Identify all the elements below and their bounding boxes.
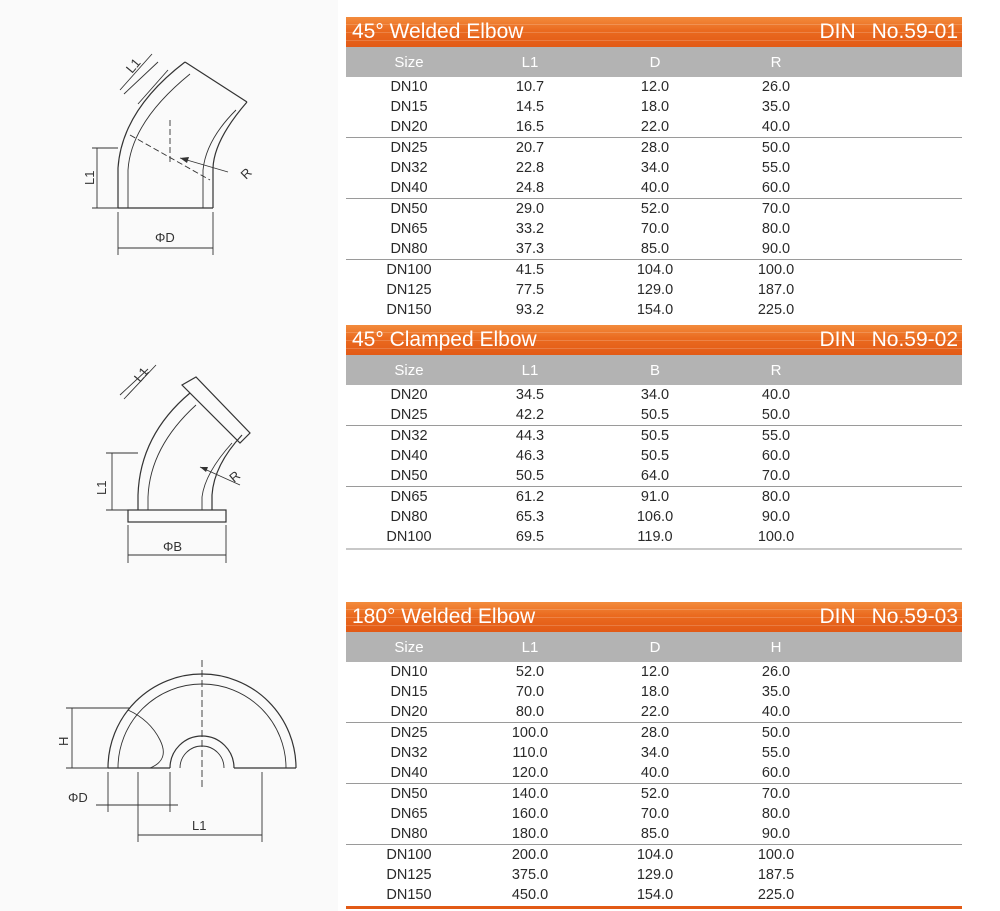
size-cell: DN125 xyxy=(386,282,432,298)
size-cell: DN15 xyxy=(390,684,428,700)
size-cell: DN25 xyxy=(390,725,428,741)
value-cell: 12.0 xyxy=(640,79,670,95)
label-r: R xyxy=(237,164,255,183)
value-cell: 28.0 xyxy=(640,140,670,156)
value-cell: 93.2 xyxy=(515,302,545,318)
column-header: Size xyxy=(394,639,424,656)
table-row xyxy=(346,280,962,300)
size-cell: DN20 xyxy=(390,704,428,720)
row-group xyxy=(346,138,962,199)
value-cell: 52.0 xyxy=(640,786,670,802)
column-header: Size xyxy=(394,362,424,379)
label-l1-side: L1 xyxy=(94,480,109,495)
label-l1-top: L1 xyxy=(122,55,144,76)
value-cell: 42.2 xyxy=(515,407,545,423)
size-cell: DN80 xyxy=(390,826,428,842)
table-row xyxy=(346,426,962,446)
value-cell: 50.5 xyxy=(515,468,545,484)
section-title-bar xyxy=(346,325,962,355)
size-cell: DN65 xyxy=(390,806,428,822)
value-cell: 52.0 xyxy=(515,664,545,680)
size-cell: DN25 xyxy=(390,140,428,156)
value-cell: 80.0 xyxy=(761,489,791,505)
table-row xyxy=(346,97,962,117)
section-45-clamped-elbow xyxy=(346,325,962,547)
table-row xyxy=(346,682,962,702)
label-h: H xyxy=(56,736,71,746)
footer-rule xyxy=(346,906,962,909)
value-cell: 18.0 xyxy=(640,99,670,115)
value-cell: 40.0 xyxy=(761,704,791,720)
label-l1-top: L1 xyxy=(130,364,152,385)
value-cell: 154.0 xyxy=(636,302,674,318)
value-cell: 375.0 xyxy=(511,867,549,883)
value-cell: 35.0 xyxy=(761,684,791,700)
label-l1-side: L1 xyxy=(82,170,97,185)
table-row xyxy=(346,466,962,486)
table-body xyxy=(346,662,962,905)
table-row xyxy=(346,865,962,885)
value-cell: 18.0 xyxy=(640,684,670,700)
value-cell: 110.0 xyxy=(512,745,548,761)
column-header: D xyxy=(649,639,661,656)
value-cell: 100.0 xyxy=(757,847,795,863)
table-row xyxy=(346,385,962,405)
drawing-45-welded-elbow xyxy=(0,40,338,280)
size-cell: DN100 xyxy=(386,847,432,863)
table-header xyxy=(346,632,962,662)
column-header: L1 xyxy=(521,362,539,379)
size-cell: DN80 xyxy=(390,241,428,257)
value-cell: 34.0 xyxy=(640,160,670,176)
row-group xyxy=(346,77,962,138)
value-cell: 104.0 xyxy=(636,847,674,863)
value-cell: 200.0 xyxy=(511,847,549,863)
table-row xyxy=(346,662,962,682)
value-cell: 70.0 xyxy=(640,221,670,237)
table-row xyxy=(346,300,962,320)
size-cell: DN40 xyxy=(390,180,428,196)
value-cell: 100.0 xyxy=(757,529,795,545)
value-cell: 34.0 xyxy=(640,387,670,403)
table-row xyxy=(346,77,962,97)
row-group xyxy=(346,260,962,320)
catalog-number: No.59-02 xyxy=(871,328,958,351)
size-cell: DN150 xyxy=(386,887,432,903)
value-cell: 104.0 xyxy=(636,262,674,278)
value-cell: 187.0 xyxy=(757,282,795,298)
value-cell: 50.0 xyxy=(761,407,791,423)
value-cell: 40.0 xyxy=(761,387,791,403)
size-cell: DN32 xyxy=(390,745,428,761)
value-cell: 120.0 xyxy=(511,765,549,781)
value-cell: 70.0 xyxy=(761,468,791,484)
value-cell: 80.0 xyxy=(761,221,791,237)
value-cell: 35.0 xyxy=(761,99,791,115)
standard-label: DIN xyxy=(819,20,856,43)
size-cell: DN125 xyxy=(386,867,432,883)
size-cell: DN150 xyxy=(386,302,432,318)
size-cell: DN100 xyxy=(386,529,432,545)
table-row xyxy=(346,178,962,198)
value-cell: 70.0 xyxy=(640,806,670,822)
table-row xyxy=(346,219,962,239)
value-cell: 40.0 xyxy=(640,180,670,196)
value-cell: 60.0 xyxy=(761,448,791,464)
value-cell: 16.5 xyxy=(515,119,545,135)
size-cell: DN10 xyxy=(390,664,428,680)
row-group xyxy=(346,199,962,260)
value-cell: 50.5 xyxy=(640,407,670,423)
table-row xyxy=(346,885,962,905)
value-cell: 154.0 xyxy=(636,887,674,903)
value-cell: 119.0 xyxy=(637,529,673,545)
table-header xyxy=(346,47,962,77)
value-cell: 225.0 xyxy=(757,302,795,318)
catalog-number: No.59-01 xyxy=(871,20,958,43)
row-group xyxy=(346,426,962,487)
table-row xyxy=(346,158,962,178)
value-cell: 80.0 xyxy=(515,704,545,720)
size-cell: DN40 xyxy=(390,765,428,781)
table-row xyxy=(346,763,962,783)
column-header: B xyxy=(649,362,660,379)
table-row xyxy=(346,804,962,824)
value-cell: 20.7 xyxy=(515,140,545,156)
value-cell: 85.0 xyxy=(640,241,670,257)
value-cell: 22.8 xyxy=(515,160,545,176)
standard-label: DIN xyxy=(819,328,856,351)
value-cell: 80.0 xyxy=(761,806,791,822)
size-cell: DN25 xyxy=(390,407,428,423)
catalog-number: No.59-03 xyxy=(871,605,958,628)
value-cell: 70.0 xyxy=(515,684,545,700)
table-row xyxy=(346,199,962,219)
value-cell: 37.3 xyxy=(515,241,545,257)
table-row xyxy=(346,824,962,844)
table-row xyxy=(346,239,962,259)
value-cell: 70.0 xyxy=(761,201,791,217)
value-cell: 34.5 xyxy=(515,387,545,403)
row-group xyxy=(346,845,962,905)
drawing-180-welded-elbow xyxy=(0,650,338,850)
size-cell: DN65 xyxy=(390,489,428,505)
value-cell: 28.0 xyxy=(640,725,670,741)
table-row xyxy=(346,487,962,507)
value-cell: 52.0 xyxy=(640,201,670,217)
value-cell: 26.0 xyxy=(761,664,791,680)
value-cell: 29.0 xyxy=(515,201,545,217)
value-cell: 50.5 xyxy=(640,448,670,464)
value-cell: 55.0 xyxy=(761,428,791,444)
column-header: Size xyxy=(394,54,424,71)
label-phi-d: ΦD xyxy=(155,230,175,245)
value-cell: 12.0 xyxy=(640,664,670,680)
section-title: 180° Welded Elbow xyxy=(352,605,536,628)
row-group xyxy=(346,784,962,845)
table-row xyxy=(346,743,962,763)
value-cell: 40.0 xyxy=(640,765,670,781)
value-cell: 14.5 xyxy=(515,99,545,115)
value-cell: 22.0 xyxy=(640,704,670,720)
drawing-45-clamped-elbow xyxy=(0,355,338,575)
value-cell: 50.0 xyxy=(761,140,791,156)
value-cell: 70.0 xyxy=(761,786,791,802)
value-cell: 65.3 xyxy=(515,509,545,525)
value-cell: 90.0 xyxy=(761,241,791,257)
value-cell: 55.0 xyxy=(761,160,791,176)
value-cell: 187.5 xyxy=(757,867,795,883)
value-cell: 55.0 xyxy=(761,745,791,761)
column-header: R xyxy=(770,362,782,379)
table-row xyxy=(346,845,962,865)
value-cell: 106.0 xyxy=(636,509,674,525)
section-title-bar xyxy=(346,17,962,47)
value-cell: 140.0 xyxy=(511,786,549,802)
column-header: R xyxy=(770,54,782,71)
divider xyxy=(346,548,962,550)
column-header: D xyxy=(649,54,661,71)
size-cell: DN50 xyxy=(390,468,428,484)
label-r: R xyxy=(226,467,244,486)
section-180-welded-elbow xyxy=(346,602,962,905)
table-row xyxy=(346,260,962,280)
section-title: 45° Welded Elbow xyxy=(352,20,524,43)
value-cell: 10.7 xyxy=(515,79,545,95)
size-cell: DN32 xyxy=(390,428,428,444)
size-cell: DN65 xyxy=(390,221,428,237)
section-title: 45° Clamped Elbow xyxy=(352,328,537,351)
column-header: H xyxy=(770,639,782,656)
label-l1: L1 xyxy=(192,818,207,833)
value-cell: 44.3 xyxy=(515,428,545,444)
label-phi-d: ΦD xyxy=(68,790,88,805)
value-cell: 24.8 xyxy=(515,180,545,196)
size-cell: DN40 xyxy=(390,448,428,464)
size-cell: DN10 xyxy=(390,79,428,95)
column-header: L1 xyxy=(521,54,539,71)
label-phi-b: ΦB xyxy=(163,539,183,554)
table-row xyxy=(346,117,962,137)
size-cell: DN32 xyxy=(390,160,428,176)
value-cell: 91.0 xyxy=(640,489,670,505)
value-cell: 41.5 xyxy=(515,262,545,278)
value-cell: 450.0 xyxy=(511,887,549,903)
value-cell: 129.0 xyxy=(636,867,674,883)
column-header: L1 xyxy=(521,639,539,656)
value-cell: 64.0 xyxy=(640,468,670,484)
table-header xyxy=(346,355,962,385)
table-row xyxy=(346,138,962,158)
table-body xyxy=(346,385,962,547)
value-cell: 22.0 xyxy=(640,119,670,135)
value-cell: 40.0 xyxy=(761,119,791,135)
table-row xyxy=(346,702,962,722)
value-cell: 90.0 xyxy=(761,826,791,842)
table-row xyxy=(346,405,962,425)
value-cell: 160.0 xyxy=(511,806,549,822)
value-cell: 225.0 xyxy=(757,887,795,903)
table-row xyxy=(346,507,962,527)
value-cell: 60.0 xyxy=(761,765,791,781)
row-group xyxy=(346,662,962,723)
value-cell: 50.0 xyxy=(761,725,791,741)
value-cell: 50.5 xyxy=(640,428,670,444)
table-row xyxy=(346,784,962,804)
table-row xyxy=(346,446,962,466)
table-body xyxy=(346,77,962,320)
table-row xyxy=(346,527,962,547)
value-cell: 60.0 xyxy=(761,180,791,196)
standard-label: DIN xyxy=(819,605,856,628)
value-cell: 61.2 xyxy=(515,489,545,505)
size-cell: DN80 xyxy=(390,509,428,525)
value-cell: 100.0 xyxy=(757,262,795,278)
size-cell: DN20 xyxy=(390,387,428,403)
value-cell: 129.0 xyxy=(636,282,674,298)
value-cell: 26.0 xyxy=(761,79,791,95)
size-cell: DN15 xyxy=(390,99,428,115)
size-cell: DN50 xyxy=(390,201,428,217)
value-cell: 77.5 xyxy=(515,282,545,298)
value-cell: 85.0 xyxy=(640,826,670,842)
value-cell: 100.0 xyxy=(511,725,549,741)
value-cell: 34.0 xyxy=(640,745,670,761)
size-cell: DN50 xyxy=(390,786,428,802)
value-cell: 33.2 xyxy=(515,221,545,237)
table-row xyxy=(346,723,962,743)
section-45-welded-elbow xyxy=(346,17,962,320)
value-cell: 46.3 xyxy=(515,448,545,464)
row-group xyxy=(346,487,962,547)
section-title-bar xyxy=(346,602,962,632)
value-cell: 180.0 xyxy=(511,826,549,842)
size-cell: DN20 xyxy=(390,119,428,135)
row-group xyxy=(346,385,962,426)
value-cell: 69.5 xyxy=(515,529,545,545)
size-cell: DN100 xyxy=(386,262,432,278)
value-cell: 90.0 xyxy=(761,509,791,525)
row-group xyxy=(346,723,962,784)
